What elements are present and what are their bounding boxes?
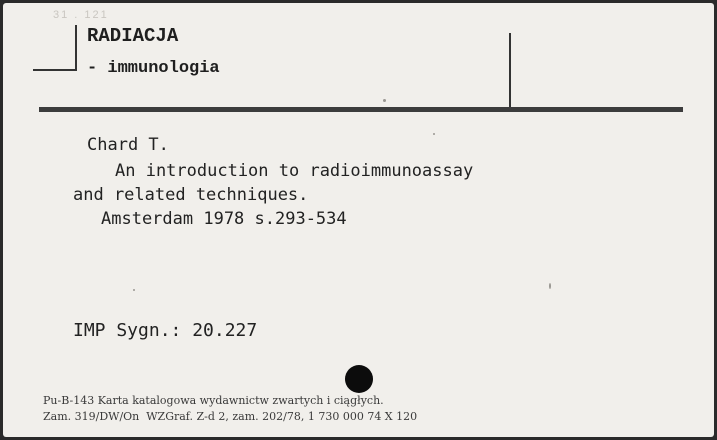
paper-speck [433,133,435,135]
subject-heading: RADIACJA [87,25,179,47]
entry-publication: Amsterdam 1978 s.293-534 [101,209,347,229]
punch-hole [345,365,373,393]
entry-title: An introduction to radioimmunoassay [115,161,474,181]
entry-title-continued: and related techniques. [73,185,309,205]
paper-speck [383,99,386,102]
horizontal-rule [39,107,683,112]
bracket-horizontal-line [33,69,77,71]
footer-line: Pu-B-143 Karta katalogowa wydawnictw zwartych i ciągłych. [43,394,384,407]
subject-subheading: - immunologia [87,59,220,78]
paper-speck [549,283,551,289]
bracket-vertical-line [75,25,77,71]
call-number: IMP Sygn.: 20.227 [73,320,258,341]
footer-line: Zam. 319/DW/On WZGraf. Z-d 2, zam. 202/78, 1 730 000 74 X 120 [43,410,418,423]
catalog-card [3,3,714,437]
faint-stamp: 31 . 121 [53,9,109,21]
vertical-rule [509,33,511,109]
entry-author: Chard T. [87,135,169,155]
paper-speck [133,289,135,291]
